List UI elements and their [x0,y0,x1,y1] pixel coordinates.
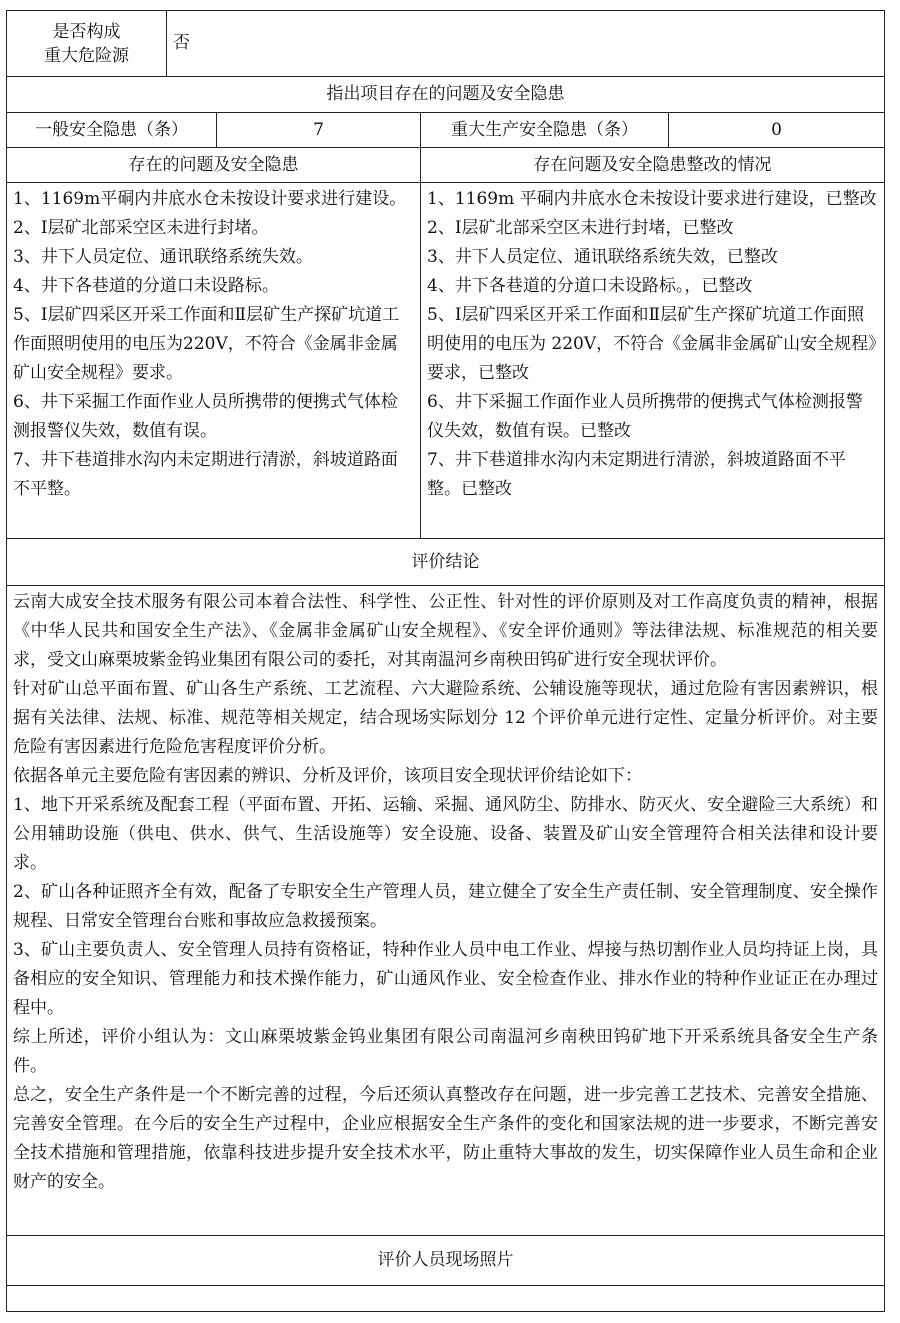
safety-evaluation-table [6,10,885,1312]
photos-area [7,1286,885,1312]
problems-header-row [7,77,885,113]
conclusion-paragraph: 2、矿山各种证照齐全有效，配备了专职安全生产管理人员，建立健全了安全生产责任制、安全管理制度、安全操作规程、日常安全管理台台账和事故应急救援预案。 [13,882,878,931]
conclusion-header-row [7,539,885,586]
major-hazard-count-label: 重大生产安全隐患（条） [421,113,669,148]
conclusion-body [7,586,885,1236]
issue-item: 7、井下巷道排水沟内未定期进行清淤，斜坡道路面不平整。 [13,450,398,499]
major-hazard-value: 否 [167,11,885,77]
general-hazard-label: 一般安全隐患（条） [7,113,217,148]
conclusion-paragraph: 云南大成安全技术服务有限公司本着合法性、科学性、公正性、针对性的评价原则及对工作高度负责的精神，根据《中华人民共和国安全生产法》、《金属非金属矿山安全规程》、《安全评价通则》等法律法规、标准规范的相关要求，受文山麻栗坡紫金钨业集团有限公司的委托，对其南温河乡南秧田钨矿进行安全现状评价。 [13,592,878,670]
rectification-item: 5、Ⅰ层矿四采区开采工作面和Ⅱ层矿生产探矿坑道工作面照明使用的电压为 220V，不符合《金属非金属矿山安全规程》要求，已整改 [427,305,877,383]
major-hazard-count: 0 [669,113,885,148]
conclusion-header: 评价结论 [7,539,885,586]
columns-header-row [7,148,885,183]
rectification-item: 3、井下人员定位、通讯联络系统失效，已整改 [427,247,778,267]
rectification-item: 1、1169m 平硐内井底水仓未按设计要求进行建设，已整改 [427,189,877,209]
rectification-item: 4、井下各巷道的分道口未设路标。，已整改 [427,276,753,296]
issue-item: 6、井下采掘工作面作业人员所携带的便携式气体检测报警仪失效，数值有误。 [13,392,398,441]
major-hazard-row [7,11,885,77]
issues-column-header: 存在的问题及安全隐患 [7,148,421,183]
issue-item: 1、1169m平硐内井底水仓未按设计要求进行建设。 [13,189,407,209]
photos-header-row [7,1236,885,1286]
photos-area-row [7,1286,885,1312]
hazard-counts-row [7,113,885,148]
major-hazard-label-line2: 重大危险源 [44,45,129,66]
issue-item: 5、Ⅰ层矿四采区开采工作面和Ⅱ层矿生产探矿坑道工作面照明使用的电压为220V，不符合《金属非金属矿山安全规程》要求。 [13,305,400,383]
major-hazard-label-line1: 是否构成 [52,21,121,42]
issue-item: 3、井下人员定位、通讯联络系统失效。 [13,247,313,267]
rectification-item: 7、井下巷道排水沟内未定期进行清淤，斜坡道路面不平整。已整改 [427,450,846,499]
rectification-item: 2、Ⅰ层矿北部采空区未进行封堵，已整改 [427,218,734,238]
issues-list [7,183,421,539]
issue-item: 2、Ⅰ层矿北部采空区未进行封堵。 [13,218,269,238]
conclusion-paragraph: 依据各单元主要危险有害因素的辨识、分析及评价，该项目安全现状评价结论如下： [13,766,642,786]
photos-header: 评价人员现场照片 [7,1236,885,1286]
problems-header: 指出项目存在的问题及安全隐患 [7,77,885,113]
conclusion-paragraph: 针对矿山总平面布置、矿山各生产系统、工艺流程、六大避险系统、公辅设施等现状，通过危险有害因素辨识，根据有关法律、法规、标准、规范等相关规定，结合现场实际划分 12 个评价单元进行定性、定量分析评价。对主要危险有害因素进行危险危害程度评价分析。 [13,679,878,757]
conclusion-row [7,586,885,1236]
conclusion-paragraph: 总之，安全生产条件是一个不断完善的过程，今后还须认真整改存在问题，进一步完善工艺技术、完善安全措施、完善安全管理。在今后的安全生产过程中，企业应根据安全生产条件的变化和国家法规的进一步要求，不断完善安全技术措施和管理措施，依靠科技进步提升安全技术水平，防止重特大事故的发生，切实保障作业人员生命和企业财产的安全。 [13,1085,878,1192]
issue-item: 4、井下各巷道的分道口未设路标。 [13,276,279,296]
rectification-item: 6、井下采掘工作面作业人员所携带的便携式气体检测报警仪失效，数值有误。已整改 [427,392,863,441]
conclusion-paragraph: 3、矿山主要负责人、安全管理人员持有资格证，特种作业人员中电工作业、焊接与热切割作业人员均持证上岗，具备相应的安全知识、管理能力和技术操作能力，矿山通风作业、安全检查作业、排水作业的特种作业证正在办理过程中。 [13,940,878,1018]
rectifications-list [421,183,885,539]
issues-row [7,183,885,539]
conclusion-paragraph: 综上所述，评价小组认为：文山麻栗坡紫金钨业集团有限公司南温河乡南秧田钨矿地下开采系统具备安全生产条件。 [13,1027,878,1076]
general-hazard-count: 7 [217,113,421,148]
rectification-column-header: 存在问题及安全隐患整改的情况 [421,148,885,183]
conclusion-paragraph: 1、地下开采系统及配套工程（平面布置、开拓、运输、采掘、通风防尘、防排水、防灭火、安全避险三大系统）和公用辅助设施（供电、供水、供气、生活设施等）安全设施、设备、装置及矿山安全管理符合相关法律和设计要求。 [13,795,878,873]
major-hazard-label [7,11,167,77]
